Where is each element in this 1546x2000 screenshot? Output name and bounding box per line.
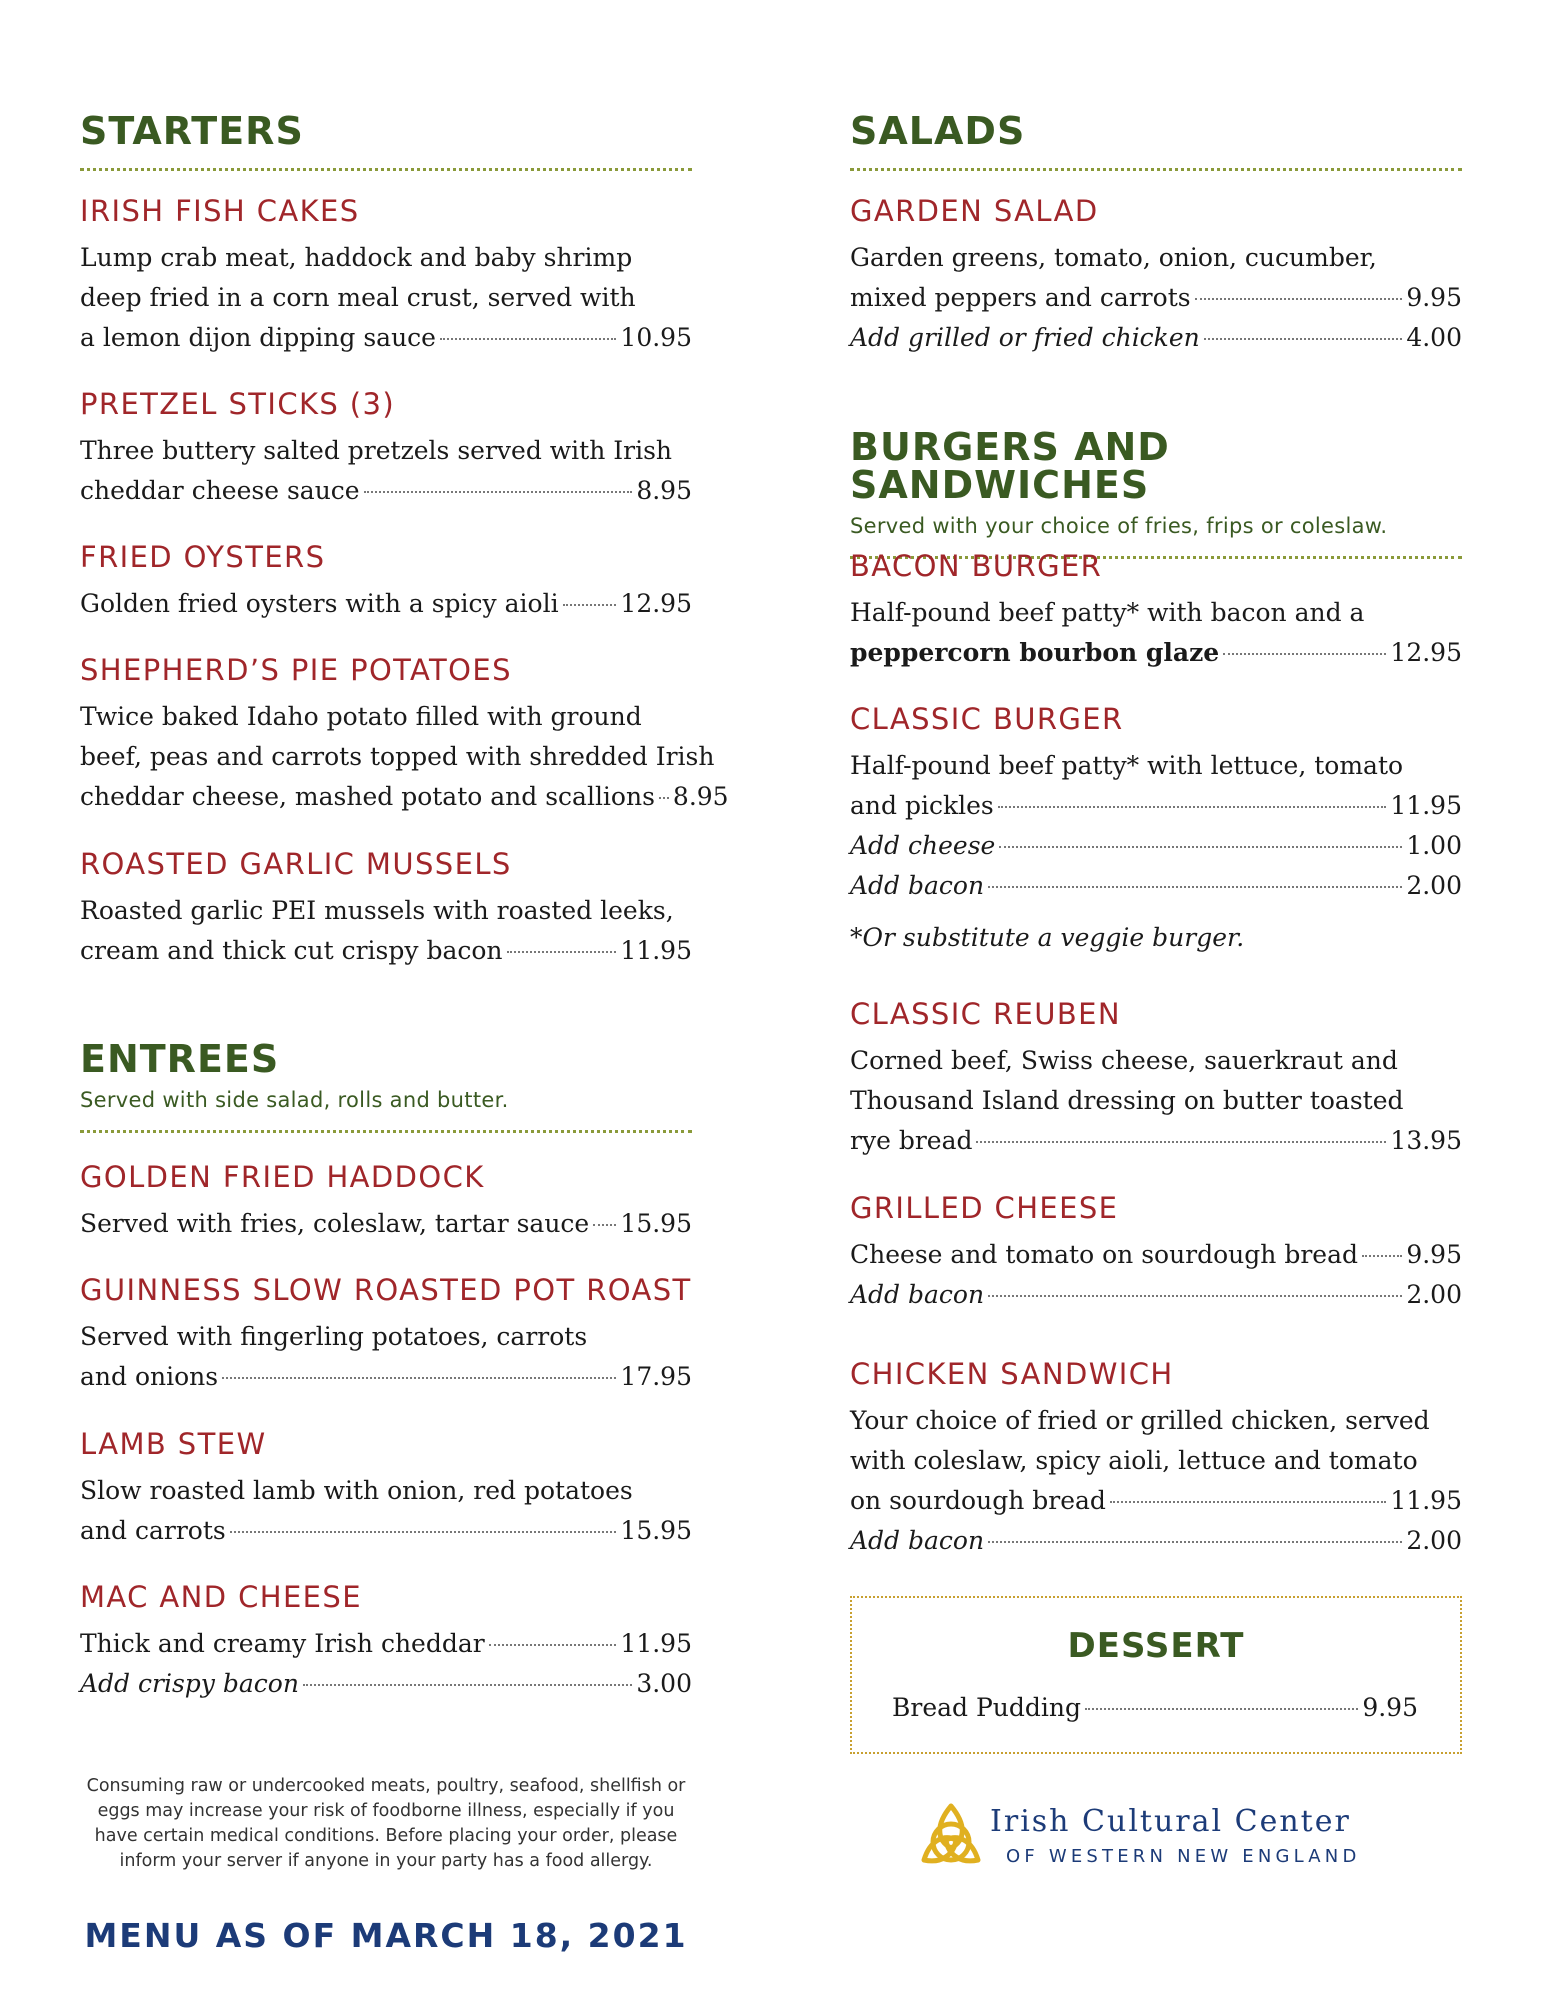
item-name: BACON BURGER xyxy=(850,549,1103,583)
item-description: Lump crab meat, haddock and baby shrimp xyxy=(80,243,633,272)
item-name: ROASTED GARLIC MUSSELS xyxy=(80,847,512,881)
menu-item-lamb-stew xyxy=(80,1427,692,1551)
dot-leader xyxy=(1204,338,1403,340)
burgers-header xyxy=(850,425,1462,559)
dot-leader xyxy=(1085,1708,1358,1710)
dot-leader xyxy=(507,951,617,953)
dot-leader xyxy=(998,806,1387,808)
item-price: 17.95 xyxy=(620,1362,692,1391)
starters-title: STARTERS xyxy=(80,109,304,153)
dessert-item-name: Bread Pudding xyxy=(892,1693,1082,1722)
item-price: 11.95 xyxy=(620,1629,692,1658)
addon-price: 4.00 xyxy=(1406,323,1462,352)
item-price: 12.95 xyxy=(620,589,692,618)
dot-leader xyxy=(593,1224,616,1226)
item-description: Twice baked Idaho potato filled with ground xyxy=(80,702,642,731)
item-name: GRILLED CHEESE xyxy=(850,1191,1119,1225)
menu-item-classic-burger xyxy=(850,702,1462,958)
item-description: Half-pound beef patty* with lettuce, tomato xyxy=(850,751,1404,780)
item-name: CLASSIC REUBEN xyxy=(850,997,1121,1031)
item-description: cheddar cheese sauce xyxy=(80,476,360,505)
menu-item-golden-fried-haddock xyxy=(80,1160,692,1244)
item-description: mixed peppers and carrots xyxy=(850,283,1191,312)
item-name: FRIED OYSTERS xyxy=(80,540,326,574)
item-name: IRISH FISH CAKES xyxy=(80,194,360,228)
dot-leader xyxy=(1110,1501,1387,1503)
item-description: Golden fried oysters with a spicy aioli xyxy=(80,589,559,618)
item-description: Served with fingerling potatoes, carrots xyxy=(80,1322,588,1351)
addon-price: 2.00 xyxy=(1406,871,1462,900)
addon-label: Add cheese xyxy=(850,831,996,860)
item-description: Roasted garlic PEI mussels with roasted leeks, xyxy=(80,896,674,925)
item-name: CHICKEN SANDWICH xyxy=(850,1357,1174,1391)
dot-leader xyxy=(976,1141,1386,1143)
logo-subtitle: OF WESTERN NEW ENGLAND xyxy=(1006,1846,1361,1867)
item-description: Half-pound beef patty* with bacon and a xyxy=(850,598,1365,627)
item-name: PRETZEL STICKS (3) xyxy=(80,387,396,421)
dot-leader xyxy=(563,604,617,606)
item-description: cheddar cheese, mashed potato and scallions xyxy=(80,782,655,811)
item-description: and carrots xyxy=(80,1516,226,1545)
item-description: with coleslaw, spicy aioli, lettuce and tomato xyxy=(850,1446,1418,1475)
item-description: Your choice of fried or grilled chicken, served xyxy=(850,1406,1430,1435)
salads-header xyxy=(850,109,1462,171)
item-price: 13.95 xyxy=(1390,1126,1462,1155)
dot-leader xyxy=(303,1684,632,1686)
menu-item-garden-salad xyxy=(850,194,1462,358)
item-description: Thick and creamy Irish cheddar xyxy=(80,1629,485,1658)
item-price: 15.95 xyxy=(620,1209,692,1238)
menu-item-irish-fish-cakes xyxy=(80,194,692,358)
item-price: 8.95 xyxy=(636,476,692,505)
entrees-title: ENTREES xyxy=(80,1037,280,1081)
dessert-title: DESSERT xyxy=(1067,1626,1245,1666)
burgers-subtitle: Served with your choice of fries, frips or coleslaw. xyxy=(850,514,1388,538)
menu-item-pretzel-sticks xyxy=(80,387,692,511)
item-description: Cheese and tomato on sourdough bread xyxy=(850,1240,1358,1269)
item-name: CLASSIC BURGER xyxy=(850,702,1124,736)
addon-price: 3.00 xyxy=(636,1669,692,1698)
celtic-trinity-knot-icon xyxy=(918,1800,984,1870)
logo-name: Irish Cultural Center xyxy=(990,1804,1351,1839)
addon-label: Add bacon xyxy=(850,1280,985,1309)
item-description: and onions xyxy=(80,1362,219,1391)
item-description: Three buttery salted pretzels served with Irish xyxy=(80,436,673,465)
dot-leader xyxy=(999,846,1402,848)
entrees-header xyxy=(80,1037,692,1133)
item-description: a lemon dijon dipping sauce xyxy=(80,323,436,352)
addon-price: 2.00 xyxy=(1406,1526,1462,1555)
section-divider xyxy=(80,1130,692,1133)
item-name: SHEPHERD’S PIE POTATOES xyxy=(80,653,512,687)
menu-date: MENU AS OF MARCH 18, 2021 xyxy=(84,1916,688,1955)
item-description: beef, peas and carrots topped with shredded Irish xyxy=(80,742,715,771)
addon-price: 1.00 xyxy=(1406,831,1462,860)
item-description: Served with fries, coleslaw, tartar sauce xyxy=(80,1209,590,1238)
item-price: 9.95 xyxy=(1406,1240,1462,1269)
dessert-item-price: 9.95 xyxy=(1362,1693,1418,1722)
dot-leader xyxy=(988,886,1402,888)
dot-leader xyxy=(1362,1255,1402,1257)
dot-leader xyxy=(440,338,616,340)
veggie-burger-note: *Or substitute a veggie burger. xyxy=(850,923,1245,952)
entrees-subtitle: Served with side salad, rolls and butter. xyxy=(80,1088,509,1112)
item-description: cream and thick cut crispy bacon xyxy=(80,936,503,965)
menu-item-shepherds-pie-potatoes xyxy=(80,653,729,817)
dot-leader xyxy=(988,1541,1402,1543)
dot-leader xyxy=(364,491,633,493)
item-name: LAMB STEW xyxy=(80,1427,267,1461)
item-description: Thousand Island dressing on butter toasted xyxy=(850,1086,1404,1115)
menu-item-guinness-pot-roast xyxy=(80,1273,692,1397)
item-description: on sourdough bread xyxy=(850,1486,1106,1515)
menu-item-chicken-sandwich xyxy=(850,1357,1462,1561)
item-description: and pickles xyxy=(850,791,994,820)
menu-item-classic-reuben xyxy=(850,997,1462,1161)
dot-leader xyxy=(222,1377,616,1379)
dessert-box xyxy=(850,1596,1462,1754)
section-divider xyxy=(850,168,1462,171)
item-name: GARDEN SALAD xyxy=(850,194,1099,228)
item-description: Garden greens, tomato, onion, cucumber, xyxy=(850,243,1377,272)
item-name: GOLDEN FRIED HADDOCK xyxy=(80,1160,485,1194)
item-name: MAC AND CHEESE xyxy=(80,1580,362,1614)
addon-label: Add grilled or fried chicken xyxy=(850,323,1200,352)
item-price: 11.95 xyxy=(1390,791,1462,820)
item-description: rye bread xyxy=(850,1126,973,1155)
item-description: peppercorn bourbon glaze xyxy=(850,638,1220,667)
item-description: Slow roasted lamb with onion, red potatoes xyxy=(80,1476,633,1505)
burgers-title: BURGERS AND SANDWICHES xyxy=(850,425,1170,507)
dessert-item xyxy=(892,1688,1418,1728)
item-price: 9.95 xyxy=(1406,283,1462,312)
item-description: Corned beef, Swiss cheese, sauerkraut and xyxy=(850,1046,1398,1075)
item-price: 11.95 xyxy=(620,936,692,965)
menu-item-grilled-cheese xyxy=(850,1191,1462,1315)
dot-leader xyxy=(1195,298,1403,300)
item-price: 15.95 xyxy=(620,1516,692,1545)
addon-price: 2.00 xyxy=(1406,1280,1462,1309)
dot-leader xyxy=(1223,653,1386,655)
irish-cultural-center-logo xyxy=(918,1800,1398,1880)
item-description: deep fried in a corn meal crust, served with xyxy=(80,283,636,312)
menu-item-bacon-burger xyxy=(850,549,1462,673)
item-price: 8.95 xyxy=(672,782,729,811)
menu-item-roasted-garlic-mussels xyxy=(80,847,692,971)
item-price: 11.95 xyxy=(1390,1486,1462,1515)
salads-title: SALADS xyxy=(850,109,1026,153)
dot-leader xyxy=(659,797,669,799)
food-safety-disclaimer: Consuming raw or undercooked meats, poultry, seafood, shellfish or eggs may increase your risk of foodborne illness, especially if you have certain medical conditions. Before placing your order, please inform your server if anyone in your party has a food allergy. xyxy=(86,1776,686,1871)
addon-label: Add bacon xyxy=(850,871,985,900)
dot-leader xyxy=(489,1644,617,1646)
dot-leader xyxy=(230,1531,617,1533)
addon-label: Add crispy bacon xyxy=(80,1669,299,1698)
menu-item-fried-oysters xyxy=(80,540,692,624)
dot-leader xyxy=(988,1295,1402,1297)
menu-item-mac-and-cheese xyxy=(80,1580,692,1704)
section-divider xyxy=(80,168,692,171)
item-price: 10.95 xyxy=(620,323,692,352)
starters-header xyxy=(80,109,692,171)
item-name: GUINNESS SLOW ROASTED POT ROAST xyxy=(80,1273,692,1307)
item-price: 12.95 xyxy=(1390,638,1462,667)
addon-label: Add bacon xyxy=(850,1526,985,1555)
